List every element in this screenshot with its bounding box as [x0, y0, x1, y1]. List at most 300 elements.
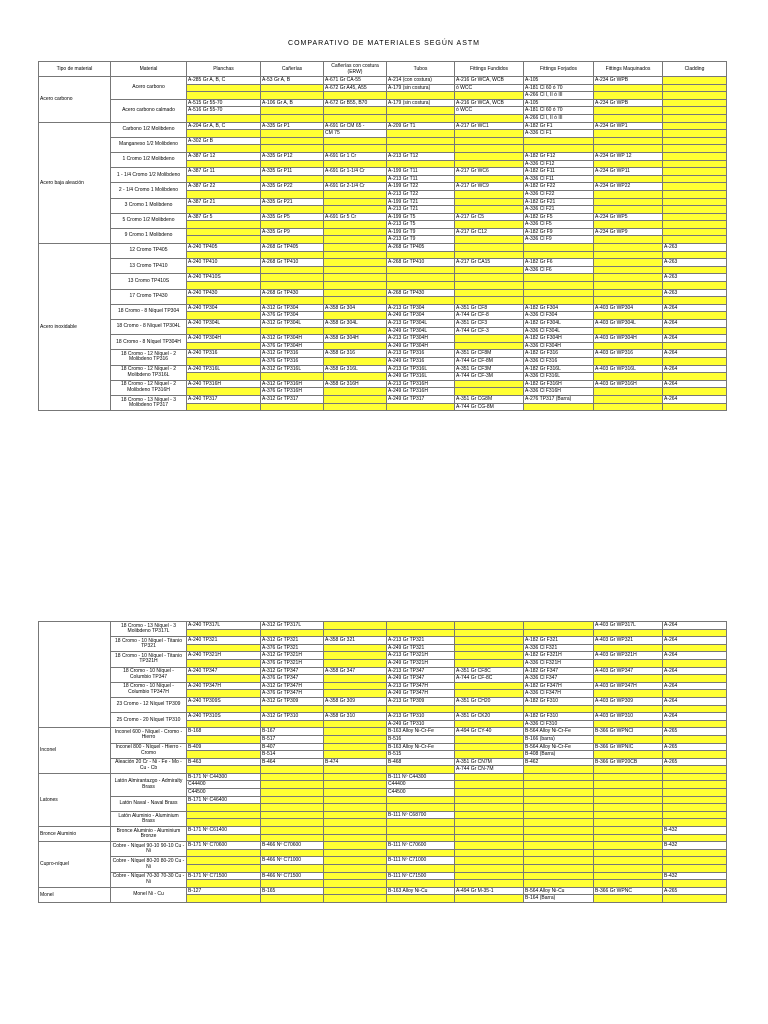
spec-cell: A-217 Gr C5 [455, 213, 524, 221]
material-name-cell: Inconel 800 - Níquel - Hierro - Cromo [111, 743, 187, 758]
spec-cell: A-182 Gr F310 [524, 697, 594, 705]
spec-cell [455, 827, 524, 835]
spec-cell [387, 705, 455, 713]
spec-cell: A-358 Gr 347 [324, 667, 387, 675]
spec-cell [324, 357, 387, 365]
spec-cell: A-744 Gr CG-8M [455, 403, 524, 411]
spec-cell: A-240 TP304 [187, 304, 261, 312]
spec-cell [324, 388, 387, 396]
spec-cell: A-312 Gr TP321 [261, 637, 324, 645]
spec-cell: A-182 Gr F9 [524, 228, 594, 236]
spec-cell [324, 373, 387, 381]
spec-cell: A-240 TP317 [187, 395, 261, 403]
spec-cell [663, 77, 727, 85]
spec-cell [663, 297, 727, 305]
spec-cell [524, 857, 594, 865]
spec-cell [387, 130, 455, 138]
spec-cell: A-376 Gr TP316 [261, 357, 324, 365]
spec-cell [663, 107, 727, 115]
spec-cell [663, 880, 727, 888]
spec-cell: A-403 Gr WP316L [594, 365, 663, 373]
spec-cell [663, 690, 727, 698]
table-row [39, 259, 727, 267]
spec-cell [324, 266, 387, 274]
spec-cell: A-268 Gr TP405 [387, 244, 455, 252]
spec-cell: A-336 Cl F9 [524, 236, 594, 244]
spec-cell [663, 251, 727, 259]
spec-cell [455, 629, 524, 637]
spec-cell [594, 297, 663, 305]
table-row [39, 811, 727, 819]
spec-cell [261, 266, 324, 274]
spec-cell [387, 297, 455, 305]
spec-cell [524, 872, 594, 880]
spec-cell: A-351 Gr CF8M [455, 350, 524, 358]
spec-cell [455, 659, 524, 667]
spec-cell [187, 114, 261, 122]
spec-cell: A-376 Gr TP304 [261, 312, 324, 320]
spec-cell [594, 92, 663, 100]
spec-cell: B-366 Gr WP20CB [594, 758, 663, 766]
spec-cell [594, 766, 663, 774]
spec-cell [663, 130, 727, 138]
material-name-cell: Monel Ni - Cu [111, 887, 187, 902]
spec-cell: A-403 Gr WP310 [594, 713, 663, 721]
spec-cell: A-213 Gr TP304L [387, 320, 455, 328]
table-row [39, 198, 727, 206]
spec-cell [594, 357, 663, 365]
table-row [39, 773, 727, 781]
spec-cell: A-672 Gr B55, B70 [324, 99, 387, 107]
material-name-cell: Acero carbono [111, 77, 187, 100]
spec-cell [455, 682, 524, 690]
spec-cell: B-167 [261, 728, 324, 736]
spec-cell: A-403 Gr WP347 [594, 667, 663, 675]
spec-cell: A-312 Gr TP317 [261, 395, 324, 403]
spec-cell [524, 796, 594, 804]
spec-cell [524, 289, 594, 297]
material-name-cell: 18 Cromo - 10 Níquel - Columbio TP347H [111, 682, 187, 697]
spec-cell [594, 312, 663, 320]
spec-cell [187, 895, 261, 903]
spec-cell: A-213 Gr TP321 [387, 637, 455, 645]
spec-cell: A-312 Gr TP304H [261, 335, 324, 343]
spec-cell: A-105 [524, 99, 594, 107]
spec-cell [524, 834, 594, 842]
spec-cell: A-199 Gr T22 [387, 183, 455, 191]
spec-cell [187, 880, 261, 888]
spec-cell: B-432 [663, 842, 727, 850]
spec-cell: A-249 Gr TP304H [387, 342, 455, 350]
spec-cell: A-351 Gr CF8 [455, 304, 524, 312]
spec-cell: A-336 Cl F22 [524, 190, 594, 198]
table-row [39, 887, 727, 895]
spec-cell [663, 675, 727, 683]
spec-cell [261, 804, 324, 812]
spec-cell [663, 834, 727, 842]
spec-cell: A-240 TP316 [187, 350, 261, 358]
table-row [39, 637, 727, 645]
spec-cell [524, 766, 594, 774]
spec-cell: A-213 Gr TP347 [387, 667, 455, 675]
spec-cell: A-336 Cl F304 [524, 312, 594, 320]
spec-cell [663, 644, 727, 652]
spec-cell: A-744 Gr CF-3M [455, 373, 524, 381]
material-type-cell: Bronce Aluminio [39, 827, 111, 842]
spec-cell [261, 282, 324, 290]
table-row [39, 335, 727, 343]
material-name-cell: 18 Cromo - 8 Níquel TP304 [111, 304, 187, 319]
spec-cell [187, 849, 261, 857]
spec-cell: A-264 [663, 713, 727, 721]
column-header: Cañerías [261, 62, 324, 77]
spec-cell: A-358 Gr 304L [324, 320, 387, 328]
spec-cell [261, 236, 324, 244]
spec-cell: B-464 [261, 758, 324, 766]
spec-cell: A-387 Gr 5 [187, 213, 261, 221]
spec-cell [261, 107, 324, 115]
spec-cell: CM 75 [324, 130, 387, 138]
spec-cell: A-199 Gr T9 [387, 228, 455, 236]
material-name-cell: 9 Cromo 1 Molibdeno [111, 228, 187, 243]
spec-cell [261, 796, 324, 804]
spec-cell: A-264 [663, 304, 727, 312]
spec-cell [455, 705, 524, 713]
spec-cell [455, 865, 524, 873]
spec-cell [455, 781, 524, 789]
spec-cell [324, 327, 387, 335]
table-row [39, 99, 727, 107]
spec-cell: A-336 Cl F347H [524, 690, 594, 698]
spec-cell [663, 206, 727, 214]
spec-cell: B-466 Nº C70600 [261, 842, 324, 850]
spec-cell: A-672 Gr A45, A55 [324, 84, 387, 92]
spec-cell [594, 84, 663, 92]
spec-cell [387, 92, 455, 100]
spec-cell [594, 781, 663, 789]
spec-cell: A-249 Gr TP347 [387, 675, 455, 683]
spec-cell: A-266 Cl I, II ó III [524, 92, 594, 100]
spec-cell [524, 629, 594, 637]
spec-cell [663, 766, 727, 774]
spec-cell [261, 206, 324, 214]
spec-cell [387, 145, 455, 153]
spec-cell [324, 773, 387, 781]
spec-cell [594, 342, 663, 350]
spec-cell: B-171 Nº C61400 [187, 827, 261, 835]
spec-cell [663, 751, 727, 759]
header-row [39, 62, 727, 77]
spec-cell [455, 190, 524, 198]
spec-cell: A-182 Gr F304L [524, 320, 594, 328]
spec-cell: A-213 Gr TP309 [387, 697, 455, 705]
spec-cell: A-217 Gr C12 [455, 228, 524, 236]
material-name-cell: 18 Cromo - 10 Níquel - Titanio TP321 [111, 637, 187, 652]
spec-cell [187, 92, 261, 100]
spec-cell [455, 743, 524, 751]
spec-cell [324, 842, 387, 850]
spec-cell [187, 84, 261, 92]
material-name-cell: Cobre - Níquel 70-30 70-30 Cu - Ni [111, 872, 187, 887]
spec-cell [387, 160, 455, 168]
column-header: Material [111, 62, 187, 77]
spec-cell [187, 145, 261, 153]
table-row [39, 350, 727, 358]
spec-cell [324, 659, 387, 667]
spec-cell: A-336 Cl F304L [524, 327, 594, 335]
spec-cell [187, 690, 261, 698]
spec-cell: B-462 [524, 758, 594, 766]
spec-cell: A-263 [663, 289, 727, 297]
spec-cell [187, 160, 261, 168]
spec-cell [663, 796, 727, 804]
spec-cell: B-514 [261, 751, 324, 759]
material-name-cell: Cobre - Níquel 80-20 80-20 Cu - Ni [111, 857, 187, 872]
spec-cell: ó WCC [455, 107, 524, 115]
spec-cell [663, 266, 727, 274]
spec-cell [187, 342, 261, 350]
material-name-cell: Bronce Aluminio - Aluminium Bronze [111, 827, 187, 842]
spec-cell: A-264 [663, 637, 727, 645]
spec-cell [594, 395, 663, 403]
table-row [39, 697, 727, 705]
spec-cell [324, 221, 387, 229]
spec-cell: A-268 Gr TP430 [387, 289, 455, 297]
spec-cell [455, 236, 524, 244]
spec-cell [455, 251, 524, 259]
spec-cell [594, 842, 663, 850]
spec-cell [663, 789, 727, 797]
spec-cell [324, 827, 387, 835]
spec-cell [594, 251, 663, 259]
spec-cell: B-163 Alloy Ni-Cu [387, 887, 455, 895]
spec-cell: A-213 Gr TP316L [387, 365, 455, 373]
spec-cell: A-240 TP317L [187, 622, 261, 630]
spec-cell: A-744 Gr CF-8 [455, 312, 524, 320]
spec-cell [324, 781, 387, 789]
spec-cell [524, 773, 594, 781]
spec-cell [187, 735, 261, 743]
spec-cell: A-249 Gr TP347H [387, 690, 455, 698]
spec-cell: A-265 [663, 758, 727, 766]
spec-cell [324, 342, 387, 350]
table-row [39, 183, 727, 191]
spec-cell [594, 751, 663, 759]
material-type-cell: Acero carbono [39, 77, 111, 123]
spec-cell [594, 114, 663, 122]
table-row [39, 168, 727, 176]
spec-cell [387, 266, 455, 274]
spec-cell [261, 705, 324, 713]
spec-cell [594, 160, 663, 168]
spec-cell: A-249 Gr TP321 [387, 644, 455, 652]
spec-cell: A-264 [663, 622, 727, 630]
spec-cell: A-214 (con costura) [387, 77, 455, 85]
spec-cell [524, 842, 594, 850]
spec-cell [524, 622, 594, 630]
spec-cell: B-517 [261, 735, 324, 743]
spec-cell: A-182 Gr F6 [524, 259, 594, 267]
spec-cell [261, 720, 324, 728]
spec-cell [387, 834, 455, 842]
spec-cell: A-264 [663, 697, 727, 705]
spec-cell: A-217 Gr WC1 [455, 122, 524, 130]
table-row [39, 228, 727, 236]
spec-cell [455, 842, 524, 850]
spec-cell [261, 865, 324, 873]
spec-cell: A-240 TP405 [187, 244, 261, 252]
spec-cell: B-366 Gr WPNIC [594, 743, 663, 751]
spec-cell: A-240 TP316L [187, 365, 261, 373]
spec-cell [594, 327, 663, 335]
spec-cell [324, 720, 387, 728]
spec-cell [455, 282, 524, 290]
spec-cell: B-408 (Barra) [524, 751, 594, 759]
material-name-cell: Inconel 600 - Níquel - Cromo - Hierro [111, 728, 187, 743]
spec-cell [324, 259, 387, 267]
spec-cell: A-182 Gr F304H [524, 335, 594, 343]
spec-cell [261, 92, 324, 100]
column-header: Fittings Forjados [524, 62, 594, 77]
material-name-cell: 23 Cromo - 12 Níquel TP309 [111, 697, 187, 712]
table-row [39, 758, 727, 766]
spec-cell: A-358 Gr 316H [324, 380, 387, 388]
spec-cell: A-403 Gr WP321 [594, 637, 663, 645]
spec-cell [187, 819, 261, 827]
spec-cell: A-264 [663, 652, 727, 660]
spec-cell [455, 690, 524, 698]
spec-cell [594, 145, 663, 153]
material-name-cell: 18 Cromo - 13 Níquel - 3 Molibdeno TP317L [111, 622, 187, 637]
spec-cell [524, 811, 594, 819]
spec-cell: A-336 Cl F21 [524, 206, 594, 214]
materials-table-top [38, 61, 727, 411]
spec-cell [455, 297, 524, 305]
spec-cell: A-268 Gr TP410 [261, 259, 324, 267]
spec-cell [324, 622, 387, 630]
spec-cell [324, 114, 387, 122]
spec-cell: A-403 Gr WP309 [594, 697, 663, 705]
spec-cell: A-403 Gr WP304H [594, 335, 663, 343]
spec-cell [187, 266, 261, 274]
spec-cell: A-240 TP310S [187, 713, 261, 721]
spec-cell [594, 789, 663, 797]
spec-cell: A-249 Gr TP317 [387, 395, 455, 403]
spec-cell [594, 221, 663, 229]
material-name-cell: 18 Cromo - 8 Níquel TP304L [111, 320, 187, 335]
spec-cell: B-171 Nº C46400 [187, 796, 261, 804]
spec-cell [524, 282, 594, 290]
spec-cell: A-376 Gr TP321H [261, 659, 324, 667]
spec-cell [524, 849, 594, 857]
spec-cell [663, 849, 727, 857]
spec-cell: A-691 Gr 2-1/4 Cr [324, 183, 387, 191]
spec-cell [594, 690, 663, 698]
spec-cell [261, 251, 324, 259]
spec-cell [261, 849, 324, 857]
spec-cell [594, 130, 663, 138]
spec-cell: A-336 Cl F316L [524, 373, 594, 381]
spec-cell [324, 766, 387, 774]
spec-cell [663, 92, 727, 100]
spec-cell: A-358 Gr 321 [324, 637, 387, 645]
spec-cell [187, 705, 261, 713]
table-row [39, 713, 727, 721]
spec-cell [455, 152, 524, 160]
spec-cell [387, 849, 455, 857]
spec-cell [594, 834, 663, 842]
spec-cell: A-691 Gr 1 Cr [324, 152, 387, 160]
spec-cell [187, 312, 261, 320]
spec-cell: A-744 Gr CF-3 [455, 327, 524, 335]
spec-cell [324, 644, 387, 652]
spec-cell [663, 198, 727, 206]
spec-cell [187, 403, 261, 411]
spec-cell [261, 403, 324, 411]
spec-cell [594, 289, 663, 297]
spec-cell: A-182 Gr F11 [524, 168, 594, 176]
spec-cell: A-335 Gr P5 [261, 213, 324, 221]
spec-cell [261, 811, 324, 819]
spec-cell: A-182 Gr F22 [524, 183, 594, 191]
spec-cell [455, 137, 524, 145]
spec-cell [594, 259, 663, 267]
spec-cell: B-168 [187, 728, 261, 736]
spec-cell [324, 92, 387, 100]
spec-cell: A-264 [663, 365, 727, 373]
spec-cell: A-249 Gr TP321H [387, 659, 455, 667]
material-name-cell: Latón Aluminio - Aluminium Brass [111, 811, 187, 826]
spec-cell [187, 282, 261, 290]
spec-cell [663, 228, 727, 236]
spec-cell [324, 690, 387, 698]
spec-cell [455, 198, 524, 206]
spec-cell [324, 297, 387, 305]
column-header: Cañerías con costura (ERW) [324, 62, 387, 77]
spec-cell: A-265 [663, 728, 727, 736]
spec-cell [455, 804, 524, 812]
spec-cell [455, 130, 524, 138]
spec-cell: ó WCC [455, 84, 524, 92]
spec-cell: A-264 [663, 380, 727, 388]
spec-cell [324, 244, 387, 252]
spec-cell [594, 773, 663, 781]
spec-cell: A-351 Gr CH20 [455, 697, 524, 705]
spec-cell: A-240 TP321 [187, 637, 261, 645]
spec-cell: A-336 Cl F321H [524, 659, 594, 667]
spec-cell: A-312 Gr TP317L [261, 622, 324, 630]
spec-cell: A-376 Gr TP347 [261, 675, 324, 683]
material-name-cell: Manganeso 1/2 Molibdeno [111, 137, 187, 152]
spec-cell: A-182 Gr F21 [524, 198, 594, 206]
spec-cell [324, 804, 387, 812]
spec-cell [594, 872, 663, 880]
spec-cell [594, 827, 663, 835]
spec-cell [187, 865, 261, 873]
spec-cell: C44500 [187, 789, 261, 797]
spec-cell [187, 659, 261, 667]
spec-cell [261, 819, 324, 827]
spec-cell: B-463 [187, 758, 261, 766]
spec-cell [187, 228, 261, 236]
spec-cell: A-351 Gr CK20 [455, 713, 524, 721]
spec-cell: B-164 (Barra) [524, 895, 594, 903]
material-type-cell: Acero baja aleación [39, 122, 111, 244]
spec-cell [261, 880, 324, 888]
spec-cell [663, 705, 727, 713]
spec-cell: A-234 Gr WP1 [594, 122, 663, 130]
spec-cell [594, 198, 663, 206]
